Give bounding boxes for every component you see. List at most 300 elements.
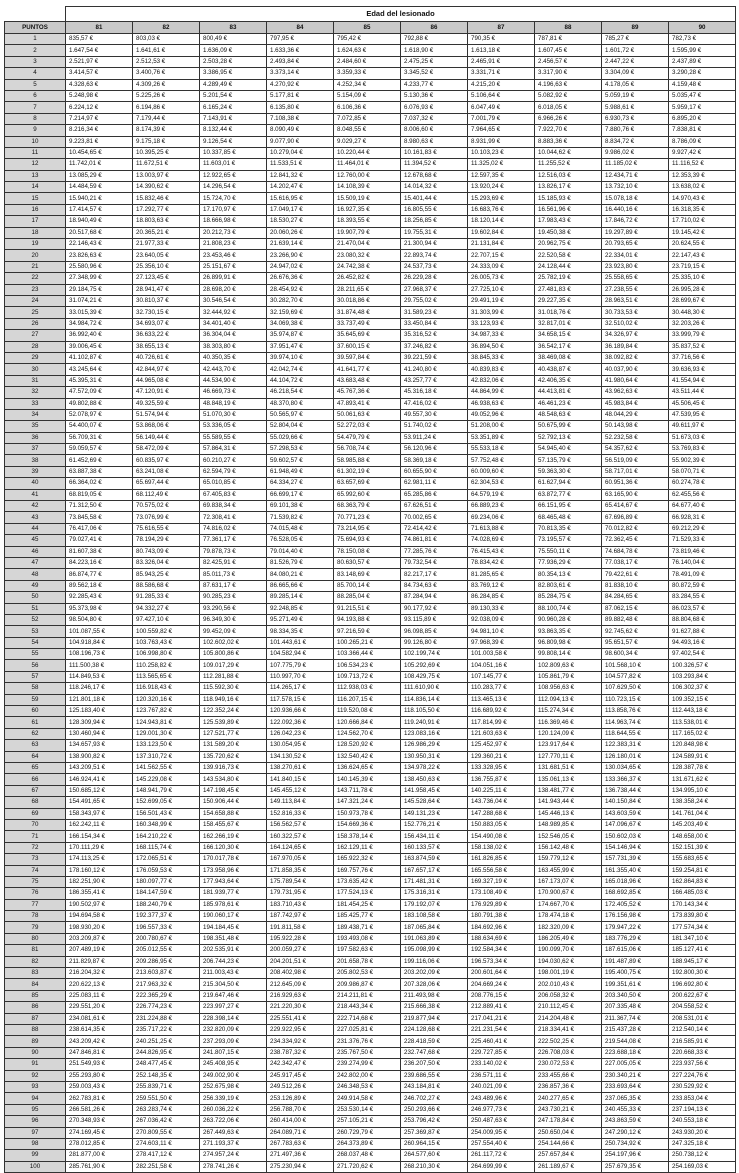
amount-cell: 5.248,98 € xyxy=(66,90,133,101)
amount-cell: 803,03 € xyxy=(133,34,200,45)
amount-cell: 34.987,33 € xyxy=(468,330,535,341)
amount-cell: 104.918,84 € xyxy=(66,637,133,648)
amount-cell: 75.694,93 € xyxy=(334,535,401,546)
amount-cell: 159.254,81 € xyxy=(669,865,736,876)
table-row xyxy=(5,603,736,614)
amount-cell: 148.941,79 € xyxy=(133,785,200,796)
amount-cell: 231.224,88 € xyxy=(133,1013,200,1024)
amount-cell: 160.348,99 € xyxy=(133,819,200,830)
table-row xyxy=(5,569,736,580)
amount-cell: 89.882,48 € xyxy=(602,614,669,625)
amount-cell: 94.193,88 € xyxy=(334,614,401,625)
amount-cell: 2.484,60 € xyxy=(334,56,401,67)
amount-cell: 133.328,95 € xyxy=(468,763,535,774)
points-cell: 93 xyxy=(5,1081,66,1092)
amount-cell: 123.917,64 € xyxy=(535,740,602,751)
amount-cell: 215.304,50 € xyxy=(200,979,267,990)
table-row xyxy=(5,819,736,830)
amount-cell: 26.229,28 € xyxy=(401,273,468,284)
amount-cell: 260.964,15 € xyxy=(401,1138,468,1149)
amount-cell: 220.622,13 € xyxy=(66,979,133,990)
amount-cell: 6.047,49 € xyxy=(468,102,535,113)
amount-cell: 197.582,63 € xyxy=(334,945,401,956)
amount-cell: 52.804,04 € xyxy=(267,421,334,432)
amount-cell: 54.357,62 € xyxy=(602,444,669,455)
amount-cell: 220.668,33 € xyxy=(669,1047,736,1058)
amount-cell: 23.453,46 € xyxy=(200,250,267,261)
amount-cell: 164.210,22 € xyxy=(133,831,200,842)
points-cell: 83 xyxy=(5,968,66,979)
amount-cell: 241.807,15 € xyxy=(200,1047,267,1058)
amount-cell: 176.156,98 € xyxy=(602,911,669,922)
table-row xyxy=(5,512,736,523)
amount-cell: 163.874,59 € xyxy=(401,854,468,865)
amount-cell: 116.689,92 € xyxy=(468,706,535,717)
amount-cell: 177.574,34 € xyxy=(669,922,736,933)
table-row xyxy=(5,911,736,922)
amount-cell: 41.102,87 € xyxy=(66,352,133,363)
amount-cell: 15.509,19 € xyxy=(334,193,401,204)
amount-cell: 206.744,23 € xyxy=(200,956,267,967)
amount-cell: 16.561,96 € xyxy=(535,204,602,215)
amount-cell: 14.970,43 € xyxy=(669,193,736,204)
amount-cell: 156.501,43 € xyxy=(133,808,200,819)
amount-cell: 37.246,82 € xyxy=(401,341,468,352)
amount-cell: 95.271,49 € xyxy=(267,614,334,625)
amount-cell: 246.702,27 € xyxy=(401,1093,468,1104)
amount-cell: 11.464,01 € xyxy=(334,159,401,170)
amount-cell: 148.989,85 € xyxy=(535,819,602,830)
amount-cell: 140.150,84 € xyxy=(602,797,669,808)
amount-cell: 170.143,34 € xyxy=(669,899,736,910)
amount-cell: 3.386,95 € xyxy=(200,68,267,79)
table-row xyxy=(5,1059,736,1070)
amount-cell: 233.693,64 € xyxy=(602,1081,669,1092)
table-row xyxy=(5,227,736,238)
points-cell: 96 xyxy=(5,1116,66,1127)
amount-cell: 15.940,21 € xyxy=(66,193,133,204)
amount-cell: 275.230,94 € xyxy=(267,1161,334,1172)
amount-cell: 76.528,05 € xyxy=(267,535,334,546)
amount-cell: 113.565,65 € xyxy=(133,671,200,682)
amount-cell: 116.918,43 € xyxy=(133,683,200,694)
amount-cell: 190.099,70 € xyxy=(535,945,602,956)
amount-cell: 25.782,19 € xyxy=(535,273,602,284)
table-row xyxy=(5,580,736,591)
table-row xyxy=(5,1150,736,1161)
amount-cell: 82.425,91 € xyxy=(200,557,267,568)
amount-cell: 67.626,51 € xyxy=(401,501,468,512)
amount-cell: 264.577,60 € xyxy=(401,1150,468,1161)
amount-cell: 55.589,55 € xyxy=(200,432,267,443)
amount-cell: 188.240,79 € xyxy=(133,899,200,910)
points-cell: 33 xyxy=(5,398,66,409)
amount-cell: 158.378,14 € xyxy=(334,831,401,842)
amount-cell: 28.699,67 € xyxy=(669,295,736,306)
points-cell: 85 xyxy=(5,990,66,1001)
amount-cell: 195.922,28 € xyxy=(267,933,334,944)
amount-cell: 116.369,46 € xyxy=(535,717,602,728)
amount-cell: 1.601,72 € xyxy=(602,45,669,56)
amount-cell: 222.714,68 € xyxy=(334,1013,401,1024)
points-cell: 44 xyxy=(5,523,66,534)
amount-cell: 32.817,01 € xyxy=(535,318,602,329)
amount-cell: 62.594,79 € xyxy=(200,466,267,477)
amount-cell: 3.400,76 € xyxy=(133,68,200,79)
amount-cell: 58.070,71 € xyxy=(669,466,736,477)
amount-cell: 236.857,36 € xyxy=(535,1081,602,1092)
amount-cell: 68.819,05 € xyxy=(66,489,133,500)
amount-cell: 262.783,81 € xyxy=(66,1093,133,1104)
amount-cell: 8.883,36 € xyxy=(535,136,602,147)
age-header-row xyxy=(5,22,736,34)
amount-cell: 4.196,63 € xyxy=(535,79,602,90)
amount-cell: 13.920,24 € xyxy=(468,182,535,193)
amount-cell: 183.108,58 € xyxy=(401,911,468,922)
table-row xyxy=(5,979,736,990)
amount-cell: 13.732,10 € xyxy=(602,182,669,193)
table-row xyxy=(5,375,736,386)
amount-cell: 9.126,54 € xyxy=(200,136,267,147)
amount-cell: 232.820,09 € xyxy=(200,1024,267,1035)
amount-cell: 249.512,26 € xyxy=(267,1081,334,1092)
amount-cell: 238.614,35 € xyxy=(66,1024,133,1035)
amount-cell: 112.094,13 € xyxy=(535,694,602,705)
amount-cell: 10.103,23 € xyxy=(468,147,535,158)
table-row xyxy=(5,706,736,717)
amount-cell: 70.771,23 € xyxy=(334,512,401,523)
amount-cell: 246.348,53 € xyxy=(334,1081,401,1092)
amount-cell: 19.297,89 € xyxy=(602,227,669,238)
amount-cell: 124.943,81 € xyxy=(133,717,200,728)
amount-cell: 47.539,95 € xyxy=(669,409,736,420)
amount-cell: 175.789,54 € xyxy=(267,876,334,887)
points-cell: 22 xyxy=(5,273,66,284)
amount-cell: 109.017,29 € xyxy=(200,660,267,671)
amount-cell: 94.493,16 € xyxy=(669,637,736,648)
amount-cell: 7.072,85 € xyxy=(334,113,401,124)
amount-cell: 156.142,48 € xyxy=(535,842,602,853)
amount-cell: 242.342,47 € xyxy=(267,1059,334,1070)
amount-cell: 28.454,92 € xyxy=(267,284,334,295)
amount-cell: 25.558,65 € xyxy=(602,273,669,284)
amount-cell: 157.731,39 € xyxy=(602,854,669,865)
amount-cell: 87.284,94 € xyxy=(401,592,468,603)
amount-cell: 108.429,75 € xyxy=(401,671,468,682)
amount-cell: 52.792,13 € xyxy=(535,432,602,443)
amount-cell: 15.616,95 € xyxy=(267,193,334,204)
points-cell: 17 xyxy=(5,216,66,227)
amount-cell: 96.098,85 € xyxy=(401,626,468,637)
amount-cell: 88.100,74 € xyxy=(535,603,602,614)
amount-cell: 128.387,78 € xyxy=(669,763,736,774)
table-row xyxy=(5,284,736,295)
amount-cell: 6.224,12 € xyxy=(66,102,133,113)
points-cell: 66 xyxy=(5,774,66,785)
amount-cell: 60.274,78 € xyxy=(669,478,736,489)
amount-cell: 20.962,75 € xyxy=(535,239,602,250)
amount-cell: 177.524,13 € xyxy=(334,888,401,899)
amount-cell: 52.272,03 € xyxy=(334,421,401,432)
amount-cell: 163.455,99 € xyxy=(535,865,602,876)
amount-cell: 89.130,33 € xyxy=(468,603,535,614)
amount-cell: 27.968,37 € xyxy=(401,284,468,295)
amount-cell: 43.245,64 € xyxy=(66,364,133,375)
points-cell: 67 xyxy=(5,785,66,796)
amount-cell: 5.035,47 € xyxy=(669,90,736,101)
amount-cell: 245.917,45 € xyxy=(267,1070,334,1081)
amount-cell: 92.285,43 € xyxy=(66,592,133,603)
amount-cell: 152.699,05 € xyxy=(133,797,200,808)
amount-cell: 161.826,85 € xyxy=(468,854,535,865)
amount-cell: 58.717,01 € xyxy=(602,466,669,477)
amount-cell: 12.434,71 € xyxy=(602,170,669,181)
amount-cell: 191.487,89 € xyxy=(602,956,669,967)
amount-cell: 182.320,09 € xyxy=(535,922,602,933)
amount-cell: 211.367,74 € xyxy=(602,1013,669,1024)
amount-cell: 55.902,39 € xyxy=(669,455,736,466)
amount-cell: 44.864,99 € xyxy=(468,387,535,398)
amount-cell: 82.217,17 € xyxy=(401,569,468,580)
points-cell: 28 xyxy=(5,341,66,352)
amount-cell: 65.697,44 € xyxy=(133,478,200,489)
amount-cell: 46.938,63 € xyxy=(468,398,535,409)
points-cell: 31 xyxy=(5,375,66,386)
points-cell: 23 xyxy=(5,284,66,295)
amount-cell: 52.078,97 € xyxy=(66,409,133,420)
table-row xyxy=(5,216,736,227)
amount-cell: 160.133,57 € xyxy=(401,842,468,853)
points-cell: 34 xyxy=(5,409,66,420)
amount-cell: 215.666,38 € xyxy=(401,1002,468,1013)
table-row xyxy=(5,204,736,215)
amount-cell: 141.840,15 € xyxy=(267,774,334,785)
amount-cell: 234.334,92 € xyxy=(267,1036,334,1047)
amount-cell: 89.285,14 € xyxy=(267,592,334,603)
amount-cell: 191.063,89 € xyxy=(401,933,468,944)
table-row xyxy=(5,113,736,124)
amount-cell: 238.787,32 € xyxy=(267,1047,334,1058)
amount-cell: 27.238,55 € xyxy=(602,284,669,295)
amount-cell: 131.589,20 € xyxy=(200,740,267,751)
points-cell: 70 xyxy=(5,819,66,830)
amount-cell: 165.556,58 € xyxy=(468,865,535,876)
amount-cell: 35.837,52 € xyxy=(669,341,736,352)
amount-cell: 51.208,00 € xyxy=(468,421,535,432)
amount-cell: 205.802,53 € xyxy=(334,968,401,979)
points-cell: 61 xyxy=(5,717,66,728)
amount-cell: 150.883,05 € xyxy=(468,819,535,830)
table-row xyxy=(5,1002,736,1013)
amount-cell: 169.327,19 € xyxy=(468,876,535,887)
amount-cell: 230.340,21 € xyxy=(602,1070,669,1081)
amount-cell: 246.977,73 € xyxy=(468,1104,535,1115)
amount-cell: 76.140,04 € xyxy=(669,557,736,568)
amount-cell: 7.838,81 € xyxy=(669,125,736,136)
amount-cell: 14.390,62 € xyxy=(133,182,200,193)
points-cell: 38 xyxy=(5,455,66,466)
amount-cell: 216.929,63 € xyxy=(267,990,334,1001)
amount-cell: 77.361,17 € xyxy=(200,535,267,546)
amount-cell: 39.636,93 € xyxy=(669,364,736,375)
amount-cell: 240.553,18 € xyxy=(669,1116,736,1127)
amount-cell: 80.354,13 € xyxy=(535,569,602,580)
age-column-header: 88 xyxy=(535,22,602,34)
amount-cell: 200.780,67 € xyxy=(133,933,200,944)
amount-cell: 79.027,41 € xyxy=(66,535,133,546)
amount-cell: 106.998,80 € xyxy=(133,649,200,660)
amount-cell: 1.613,18 € xyxy=(468,45,535,56)
amount-cell: 17.049,17 € xyxy=(267,204,334,215)
table-row xyxy=(5,193,736,204)
points-cell: 42 xyxy=(5,501,66,512)
amount-cell: 256.339,19 € xyxy=(200,1093,267,1104)
amount-cell: 149.131,23 € xyxy=(401,808,468,819)
amount-cell: 274.603,11 € xyxy=(133,1138,200,1149)
amount-cell: 38.303,80 € xyxy=(200,341,267,352)
amount-cell: 162.266,19 € xyxy=(200,831,267,842)
points-cell: 13 xyxy=(5,170,66,181)
amount-cell: 121.603,63 € xyxy=(468,728,535,739)
amount-cell: 266.581,26 € xyxy=(66,1104,133,1115)
amount-cell: 133.366,37 € xyxy=(602,774,669,785)
amount-cell: 131.681,51 € xyxy=(535,763,602,774)
amount-cell: 124.562,70 € xyxy=(334,728,401,739)
age-column-header: 85 xyxy=(334,22,401,34)
amount-cell: 13.826,17 € xyxy=(535,182,602,193)
amount-cell: 195.400,75 € xyxy=(602,968,669,979)
amount-cell: 17.846,72 € xyxy=(602,216,669,227)
points-cell: 8 xyxy=(5,113,66,124)
amount-cell: 114.849,53 € xyxy=(66,671,133,682)
amount-cell: 15.078,18 € xyxy=(602,193,669,204)
amount-cell: 141.943,44 € xyxy=(535,797,602,808)
amount-cell: 50.675,99 € xyxy=(535,421,602,432)
amount-cell: 11.255,52 € xyxy=(535,159,602,170)
table-row xyxy=(5,1081,736,1092)
amount-cell: 69.234,06 € xyxy=(468,512,535,523)
amount-cell: 110.723,15 € xyxy=(602,694,669,705)
amount-cell: 192.377,37 € xyxy=(133,911,200,922)
amount-cell: 27.725,10 € xyxy=(468,284,535,295)
amount-cell: 113.538,01 € xyxy=(669,717,736,728)
amount-cell: 11.325,02 € xyxy=(468,159,535,170)
amount-cell: 60.210,27 € xyxy=(200,455,267,466)
amount-cell: 94.332,27 € xyxy=(133,603,200,614)
points-cell: 47 xyxy=(5,557,66,568)
amount-cell: 48.548,63 € xyxy=(535,409,602,420)
amount-cell: 250.487,63 € xyxy=(468,1116,535,1127)
amount-cell: 32.159,69 € xyxy=(267,307,334,318)
table-row xyxy=(5,831,736,842)
amount-cell: 3.304,09 € xyxy=(602,68,669,79)
amount-cell: 201.658,78 € xyxy=(334,956,401,967)
amount-cell: 61.452,69 € xyxy=(66,455,133,466)
amount-cell: 250.734,92 € xyxy=(602,1138,669,1149)
amount-cell: 130.950,31 € xyxy=(401,751,468,762)
amount-cell: 38.655,13 € xyxy=(133,341,200,352)
age-column-header: 81 xyxy=(66,22,133,34)
amount-cell: 61.948,49 € xyxy=(267,466,334,477)
amount-cell: 30.733,53 € xyxy=(602,307,669,318)
table-row xyxy=(5,1161,736,1172)
amount-cell: 36.542,17 € xyxy=(535,341,602,352)
amount-cell: 80.630,57 € xyxy=(334,557,401,568)
amount-cell: 130.054,95 € xyxy=(267,740,334,751)
amount-cell: 42.844,97 € xyxy=(133,364,200,375)
amount-cell: 58.369,18 € xyxy=(401,455,468,466)
amount-cell: 73.819,46 € xyxy=(669,546,736,557)
points-cell: 100 xyxy=(5,1161,66,1172)
amount-cell: 6.165,24 € xyxy=(200,102,267,113)
amount-cell: 147.096,67 € xyxy=(602,819,669,830)
amount-cell: 131.671,62 € xyxy=(669,774,736,785)
amount-cell: 27.481,83 € xyxy=(535,284,602,295)
amount-cell: 77.936,29 € xyxy=(535,557,602,568)
points-cell: 75 xyxy=(5,876,66,887)
amount-cell: 46.669,73 € xyxy=(200,387,267,398)
amount-cell: 66.928,31 € xyxy=(669,512,736,523)
points-cell: 24 xyxy=(5,295,66,306)
amount-cell: 69.212,29 € xyxy=(669,523,736,534)
amount-cell: 105.861,79 € xyxy=(535,671,602,682)
table-row xyxy=(5,637,736,648)
amount-cell: 173.108,49 € xyxy=(468,888,535,899)
amount-cell: 19.602,84 € xyxy=(468,227,535,238)
amount-cell: 239.686,55 € xyxy=(401,1070,468,1081)
table-row xyxy=(5,79,736,90)
amount-cell: 20.060,26 € xyxy=(267,227,334,238)
amount-cell: 221.231,54 € xyxy=(468,1024,535,1035)
amount-cell: 251.549,93 € xyxy=(66,1059,133,1070)
amount-cell: 39.597,84 € xyxy=(334,352,401,363)
amount-cell: 270.348,93 € xyxy=(66,1116,133,1127)
amount-cell: 39.974,10 € xyxy=(267,352,334,363)
amount-cell: 2.456,57 € xyxy=(535,56,602,67)
amount-cell: 90.285,23 € xyxy=(200,592,267,603)
amount-cell: 257.679,35 € xyxy=(602,1161,669,1172)
amount-cell: 10.279,04 € xyxy=(267,147,334,158)
points-cell: 86 xyxy=(5,1002,66,1013)
amount-cell: 37.716,56 € xyxy=(669,352,736,363)
amount-cell: 194.184,45 € xyxy=(200,922,267,933)
amount-cell: 45.767,36 € xyxy=(334,387,401,398)
amount-cell: 214.211,81 € xyxy=(334,990,401,1001)
amount-cell: 249.914,58 € xyxy=(334,1093,401,1104)
amount-cell: 47.416,02 € xyxy=(401,398,468,409)
points-cell: 78 xyxy=(5,911,66,922)
amount-cell: 28.941,47 € xyxy=(133,284,200,295)
amount-cell: 57.864,31 € xyxy=(200,444,267,455)
points-cell: 11 xyxy=(5,147,66,158)
amount-cell: 16.440,16 € xyxy=(602,204,669,215)
amount-cell: 138.481,77 € xyxy=(535,785,602,796)
points-cell: 51 xyxy=(5,603,66,614)
amount-cell: 134.657,93 € xyxy=(66,740,133,751)
amount-cell: 263.283,74 € xyxy=(133,1104,200,1115)
amount-cell: 222.365,29 € xyxy=(133,990,200,1001)
amount-cell: 189.438,71 € xyxy=(334,922,401,933)
points-cell: 2 xyxy=(5,45,66,56)
amount-cell: 253.796,42 € xyxy=(401,1116,468,1127)
amount-cell: 190.060,17 € xyxy=(200,911,267,922)
amount-cell: 36.992,40 € xyxy=(66,330,133,341)
amount-cell: 61.302,19 € xyxy=(334,466,401,477)
amount-cell: 156.562,57 € xyxy=(267,819,334,830)
amount-cell: 86.665,66 € xyxy=(267,580,334,591)
amount-cell: 1.595,99 € xyxy=(669,45,736,56)
amount-cell: 23.266,90 € xyxy=(267,250,334,261)
